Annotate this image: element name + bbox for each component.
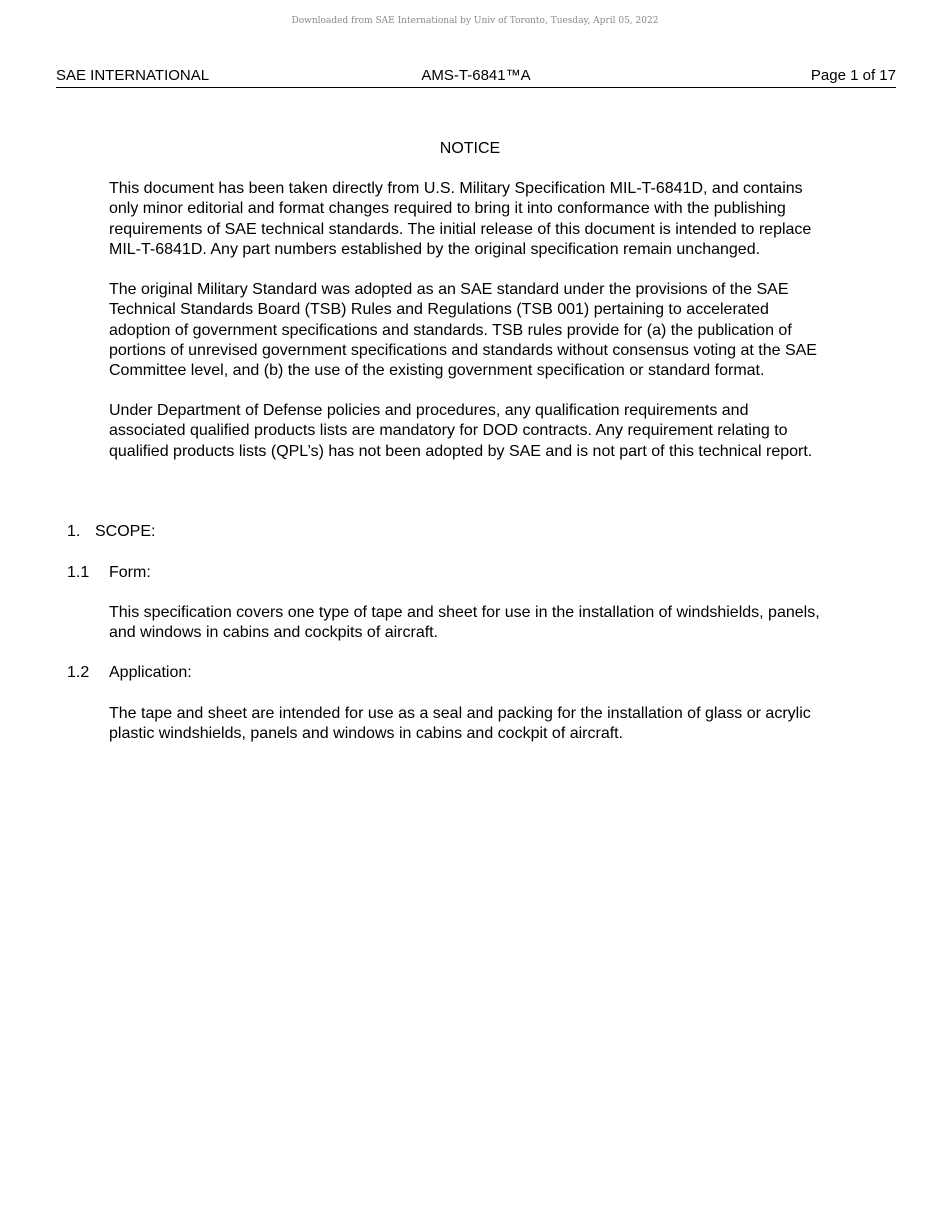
notice-paragraph-3: Under Department of Defense policies and procedures, any qualification requirements and associated qualified products lists are mandatory for DOD contracts. Any requirement relating to qualified products lists (QPL’s) has not been adopted by SAE and is not part of this technical report. [109,402,813,460]
page-header [56,66,896,88]
section-number: 1.1 [67,564,90,581]
notice-paragraph-1: This document has been taken directly from U.S. Military Specification MIL-T-6841D, and contains only minor editorial and format changes required to bring it into conformance with the publishing requirements of SAE technical standards. The initial release of this document is intended to replace MIL-T-6841D. Any part numbers established by the original specification remain unchanged. [109,180,812,258]
section-number: 1.2 [67,664,90,681]
section-title: Form: [109,564,151,581]
section-title: Application: [109,664,192,681]
notice-paragraph-2: The original Military Standard was adopted as an SAE standard under the provisions of the SAE Technical Standards Board (TSB) Rules and Regulations (TSB 001) pertaining to accelerated adoption of government specifications and standards. TSB rules provide for (a) the publication of portions of unrevised government specifications and standards without consensus voting at the SAE Committee level, and (b) the use of the existing government specification or standard format. [109,281,817,380]
section-title: SCOPE: [95,523,156,540]
header-document-number: AMS-T-6841™A [421,67,531,84]
header-page-number: Page 1 of 17 [810,67,896,84]
section-application-text: The tape and sheet are intended for use as a seal and packing for the installation of glass or acrylic plastic windshields, panels and windows in cabins and cockpit of aircraft. [109,705,811,743]
section-number: 1. [67,523,81,540]
section-form-text: This specification covers one type of tape and sheet for use in the installation of windshields, panels, and windows in cabins and cockpits of aircraft. [109,604,820,642]
download-watermark: Downloaded from SAE International by Univ of Toronto, Tuesday, April 05, 2022 [291,16,659,26]
header-organization: SAE INTERNATIONAL [56,67,210,84]
notice-title: NOTICE [439,140,501,157]
